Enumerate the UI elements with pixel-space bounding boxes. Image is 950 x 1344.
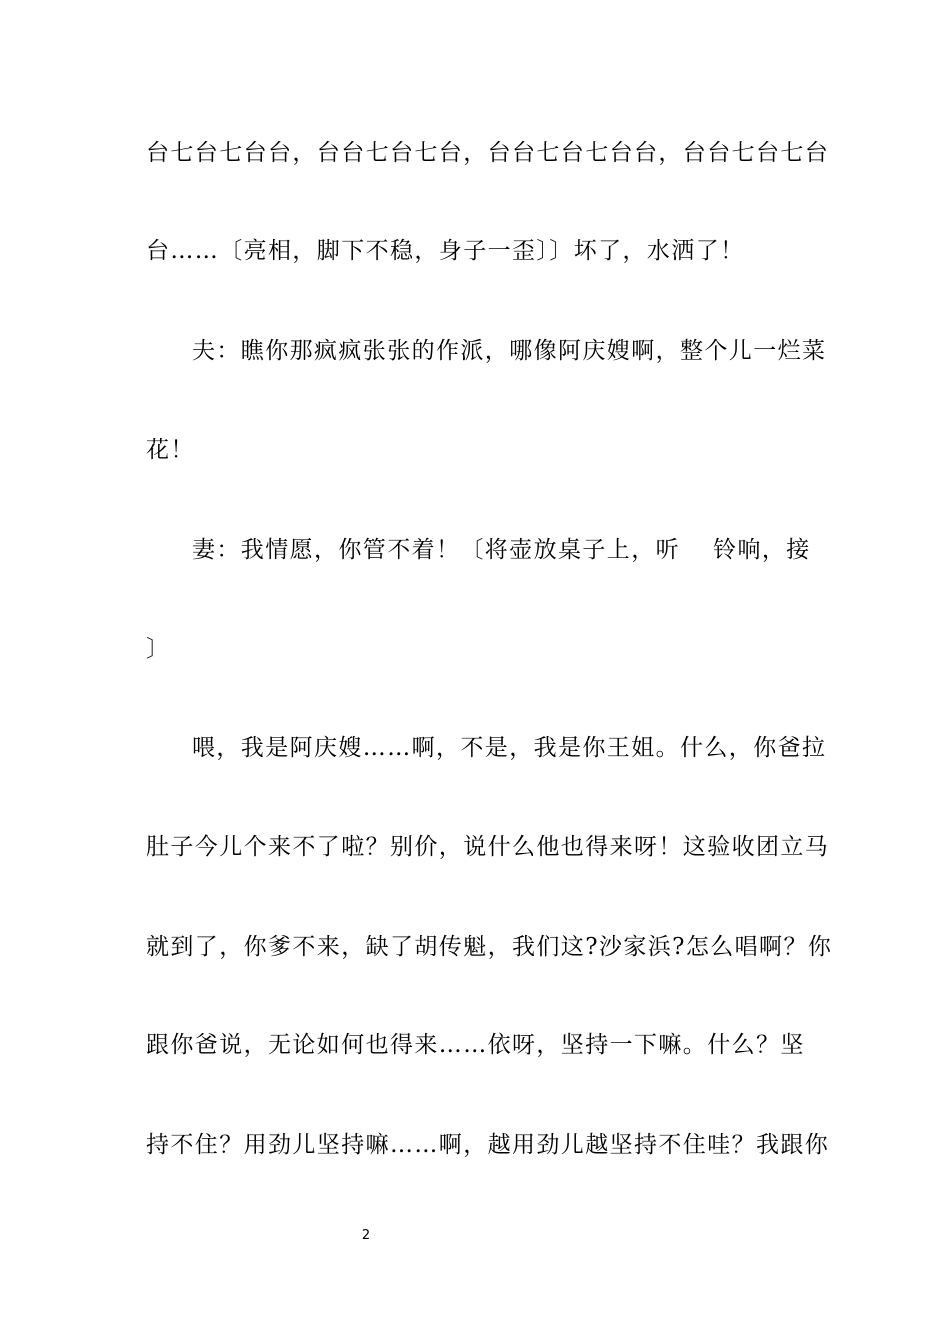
text-line-1: 台七台七台台，台台七台七台，台台七台七台台，台台七台七台 (146, 140, 830, 166)
text-line-6: 〕 (146, 636, 171, 662)
text-line-11: 持不住？用劲儿坚持嘛……啊，越用劲儿越坚持不住哇？我跟你 (146, 1132, 830, 1158)
text-line-10: 跟你爸说，无论如何也得来……依呀，坚持一下嘛。什么？坚 (146, 1032, 805, 1058)
text-line-2: 台……〔亮相，脚下不稳，身子一歪〕〕坏了，水洒了！ (146, 238, 745, 264)
text-line-7-phone-call: 喂，我是阿庆嫂……啊，不是，我是你王姐。什么，你爸拉 (192, 735, 827, 761)
text-line-4: 花！ (146, 437, 195, 463)
text-line-3-dialogue-husband: 夫：瞧你那疯疯张张的作派，哪像阿庆嫂啊，整个儿一烂菜 (192, 338, 827, 364)
text-line-5-dialogue-wife: 妻：我情愿，你管不着！〔将壶放桌子上，听 铃响，接 (192, 537, 811, 563)
text-line-8: 肚子今儿个来不了啦？别价，说什么他也得来呀！这验收团立马 (146, 834, 830, 860)
text-line-9: 就到了，你爹不来，缺了胡传魁，我们这?沙家浜?怎么唱啊？你 (146, 934, 833, 960)
page-number: 2 (361, 1228, 371, 1243)
